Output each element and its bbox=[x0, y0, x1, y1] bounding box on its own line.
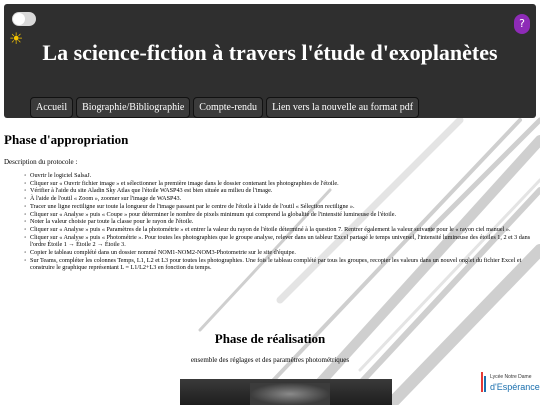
sun-icon: ☀ bbox=[9, 29, 24, 48]
school-logo bbox=[480, 370, 540, 398]
logo-big-text: d'Espérance bbox=[490, 382, 540, 392]
logo-small-text: Lycée Notre Dame bbox=[490, 374, 532, 380]
tab-accueil[interactable]: Accueil bbox=[30, 97, 73, 118]
tab-compte-rendu[interactable]: Compte-rendu bbox=[193, 97, 263, 118]
school-logo-mark-icon bbox=[480, 370, 488, 394]
protocol-steps-list bbox=[18, 172, 536, 272]
tab-biographie[interactable]: Biographie/Bibliographie bbox=[76, 97, 190, 118]
section-heading-realisation: Phase de réalisation bbox=[214, 331, 326, 346]
toggle-knob bbox=[13, 13, 25, 25]
list-item: ◦ Noter la valeur choisie par toute la classe pour le rayon de l'étoile. bbox=[28, 218, 536, 226]
protocol-description-label: Description du protocole : bbox=[4, 158, 78, 166]
list-item: ◦ À l'aide de l'outil « Zoom », zoomer sur l'image de WASP43. bbox=[28, 195, 536, 203]
list-item: ◦ Vérifier à l'aide du site Aladin Sky Atlas que l'étoile WASP43 est bien située au milieu de l'image. bbox=[28, 187, 536, 195]
main-navigation bbox=[30, 97, 419, 118]
dark-mode-toggle[interactable] bbox=[12, 12, 36, 26]
help-button[interactable]: ? bbox=[514, 14, 530, 34]
list-item: ◦ Cliquer sur « Analyse » puis « Photométrie ». Pour toutes les photographies que le groupe analyse, relever dans un tableur Excel partagé le temps universel, l'intensité lumineuse des étoiles 1, 2 et 3 dans l'ordre Étoile 1 → Étoile 2 → Étoile 3. bbox=[28, 234, 536, 249]
photometry-image bbox=[180, 379, 392, 405]
list-item: ◦ Tracer une ligne rectiligne sur toute la longueur de l'image passant par le centre de l'étoile à l'aide de l'outil « Sélection rectiligne ». bbox=[28, 203, 536, 211]
list-item: ◦ Cliquer sur « Analyse » puis « Coupe » pour déterminer le nombre de pixels minimum qui comprend la globalité de l'intensité lumineuse de l'étoile. bbox=[28, 211, 536, 219]
realisation-caption: ensemble des réglages et des paramètres photométriques bbox=[190, 356, 350, 364]
list-item: ◦ Ouvrir le logiciel SalsaJ. bbox=[28, 172, 536, 180]
section-heading-appropriation: Phase d'appropriation bbox=[4, 132, 129, 147]
tab-lien-nouvelle-pdf[interactable]: Lien vers la nouvelle au format pdf bbox=[266, 97, 419, 118]
list-item: ◦ Copier le tableau complété dans un dossier nommé NOM1-NOM2-NOM3-Photometrie sur le site d'équipe. bbox=[28, 249, 536, 257]
list-item: ◦ Sur Teams, compléter les colonnes Temps, L1, L2 et L3 pour toutes les photographies. Une fois le tableau complété par tous les groupes, recopier les valeurs dans un nouvel onglet du fichier Excel et construire le graphique représentant L = L1/L2+L3 en fonction du temps. bbox=[28, 257, 536, 272]
page-title: La science-fiction à travers l'étude d'exoplanètes bbox=[42, 40, 498, 65]
list-item: ◦ Cliquer sur « Analyse » puis « Paramètres de la photométrie » et entrer la valeur du rayon de l'étoile déterminé à la question 7. Rentrer également la valeur suivante pour le « rayon ciel manuel ». bbox=[28, 226, 536, 234]
list-item: ◦ Cliquer sur « Ouvrir fichier image » et sélectionner la première image dans le dossier contenant les photographies de l'étoile. bbox=[28, 180, 536, 188]
